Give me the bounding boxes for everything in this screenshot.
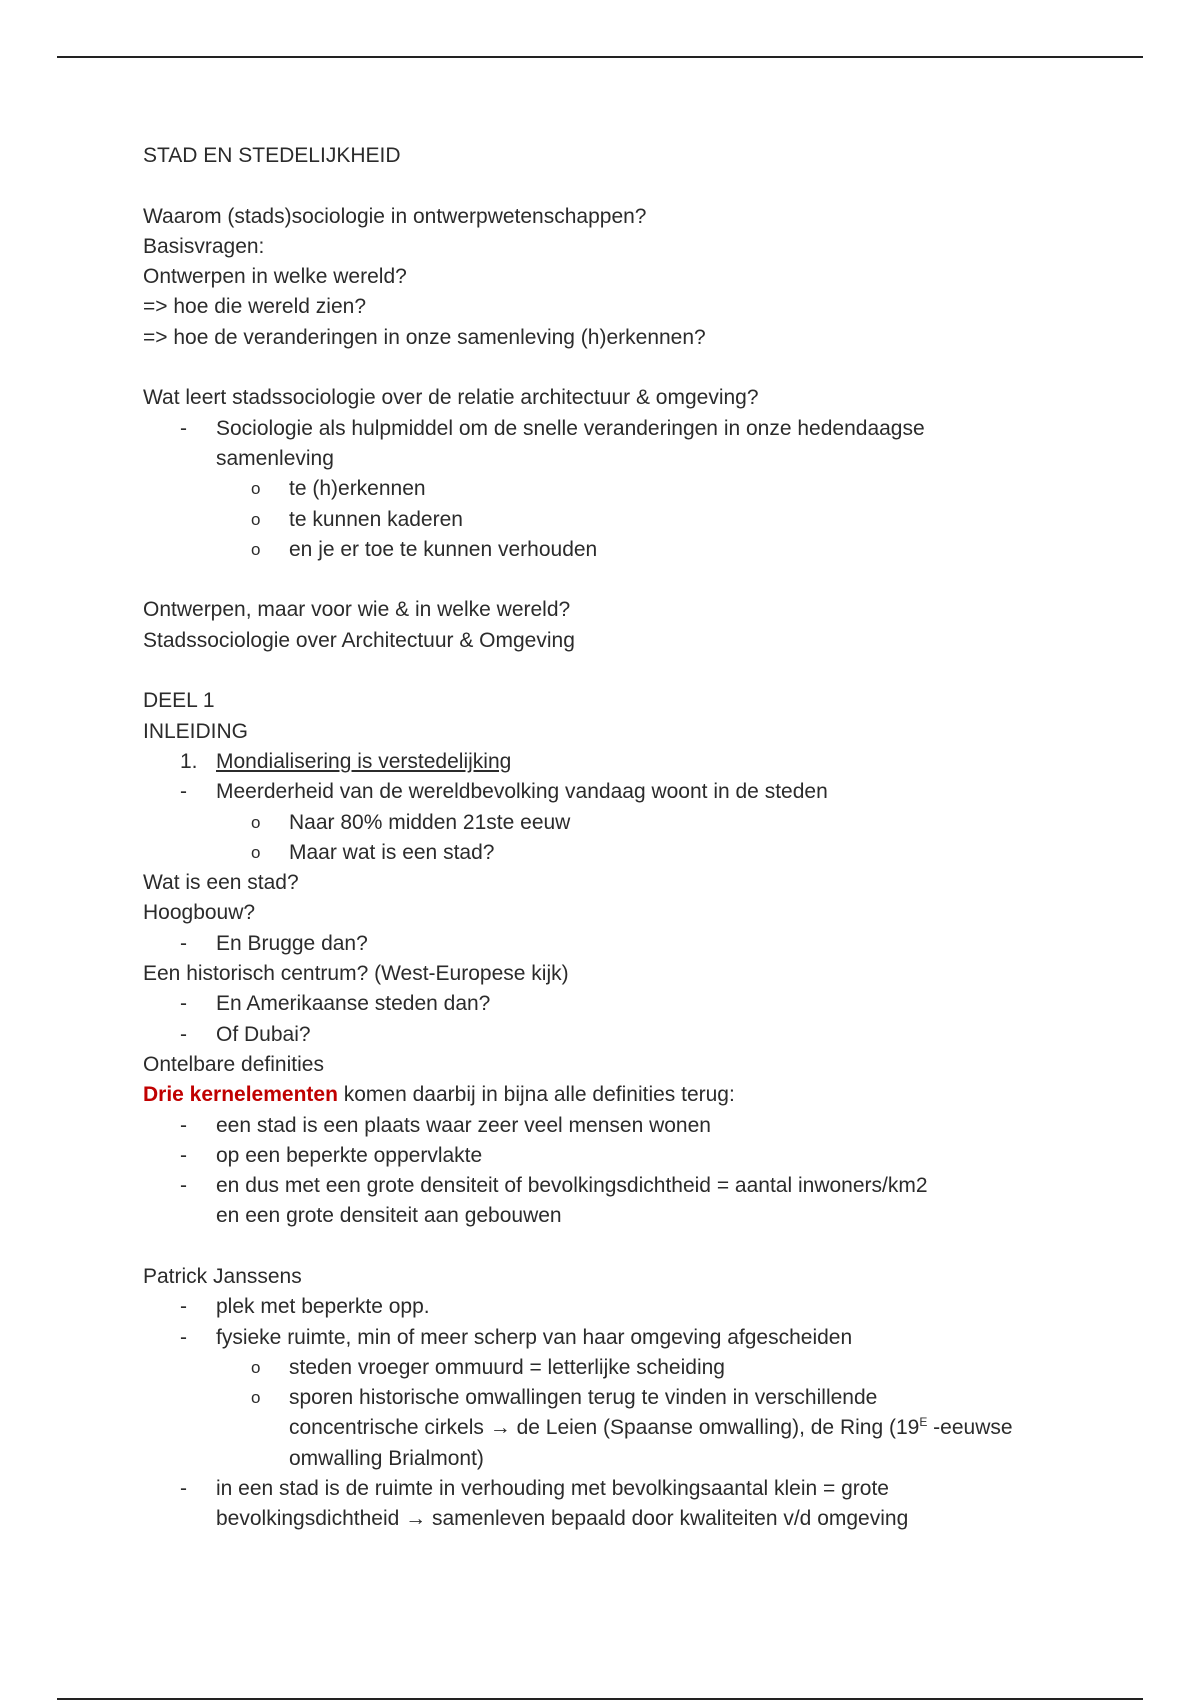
- dash-marker: -: [180, 1022, 187, 1046]
- definities-line: Ontelbare definities: [143, 1052, 324, 1076]
- dash-marker: -: [180, 1143, 187, 1167]
- list-item: - Of Dubai?: [143, 1020, 1103, 1050]
- intro-line: => hoe die wereld zien?: [143, 295, 366, 319]
- sub-list-item: o Maar wat is een stad?: [143, 838, 1103, 868]
- list-item: - op een beperkte oppervlakte: [143, 1141, 1103, 1171]
- list-item: - een stad is een plaats waar zeer veel mensen wonen: [143, 1111, 1103, 1141]
- page-title: STAD EN STEDELIJKHEID: [143, 144, 401, 167]
- numbered-heading: 1. Mondialisering is verstedelijking: [180, 749, 512, 773]
- author-name: Patrick Janssens: [143, 1264, 302, 1288]
- dash-marker: -: [180, 1113, 187, 1137]
- list-item: - En Brugge dan?: [143, 929, 1103, 959]
- list-item: - En Amerikaanse steden dan?: [143, 989, 1103, 1019]
- dash-marker: -: [180, 1295, 187, 1319]
- stad-question: Wat is een stad?: [143, 871, 299, 895]
- deel-label: DEEL 1: [143, 689, 215, 713]
- list-item: - plek met beperkte opp.: [143, 1292, 1103, 1322]
- header-rule: [57, 56, 1143, 58]
- list-item: - in een stad is de ruimte in verhouding met bevolkingsaantal klein = grote: [143, 1474, 1103, 1504]
- sub-list-item: o sporen historische omwallingen terug te vinden in verschillende: [143, 1383, 1103, 1413]
- circle-marker: o: [251, 1357, 261, 1377]
- highlight-red: Drie kernelementen: [143, 1083, 338, 1107]
- circle-marker: o: [251, 539, 261, 559]
- list-item-continuation: en een grote densiteit aan gebouwen: [216, 1204, 562, 1228]
- list-item-continuation: bevolkingsdichtheid → samenleven bepaald door kwaliteiten v/d omgeving: [216, 1507, 909, 1531]
- intro-label: Basisvragen:: [143, 234, 265, 258]
- circle-marker: o: [251, 479, 261, 499]
- intro-line: Ontwerpen in welke wereld?: [143, 265, 407, 289]
- list-item: - fysieke ruimte, min of meer scherp van haar omgeving afgescheiden: [143, 1323, 1103, 1353]
- sub-list-item: o te kunnen kaderen: [143, 505, 1103, 535]
- circle-marker: o: [251, 509, 261, 529]
- dash-marker: -: [180, 780, 187, 804]
- sub-list-item-continuation: omwalling Brialmont): [289, 1446, 484, 1470]
- dash-marker: -: [180, 1174, 187, 1198]
- dash-marker: -: [180, 992, 187, 1016]
- ontwerpen-line: Stadssociologie over Architectuur & Omgeving: [143, 628, 575, 652]
- underlined-heading: Mondialisering is verstedelijking: [216, 749, 512, 773]
- dash-marker: -: [180, 931, 187, 955]
- sub-list-item: o te (h)erkennen: [143, 474, 1103, 504]
- sub-list-item: o Naar 80% midden 21ste eeuw: [143, 808, 1103, 838]
- ontwerpen-line: Ontwerpen, maar voor wie & in welke wereld?: [143, 598, 571, 622]
- intro-line: => hoe de veranderingen in onze samenleving (h)erkennen?: [143, 325, 706, 349]
- circle-marker: o: [251, 1388, 261, 1408]
- intro-question: Waarom (stads)sociologie in ontwerpwetenschappen?: [143, 204, 647, 228]
- list-item: - Sociologie als hulpmiddel om de snelle veranderingen in onze hedendaagse: [143, 414, 1103, 444]
- dash-marker: -: [180, 1325, 187, 1349]
- kernelementen-line: Drie kernelementen komen daarbij in bijna alle definities terug:: [143, 1083, 735, 1107]
- relatie-question: Wat leert stadssociologie over de relatie architectuur & omgeving?: [143, 386, 759, 410]
- sub-list-item-continuation: concentrische cirkels → de Leien (Spaanse omwalling), de Ring ($19^E$ -eeuwse: [289, 1415, 1013, 1440]
- circle-marker: o: [251, 842, 261, 862]
- list-item: - Meerderheid van de wereldbevolking vandaag woont in de steden: [143, 777, 1103, 807]
- stad-question: Hoogbouw?: [143, 901, 256, 925]
- stad-question: Een historisch centrum? (West-Europese kijk): [143, 962, 569, 986]
- sub-list-item: o en je er toe te kunnen verhouden: [143, 535, 1103, 565]
- list-item: - en dus met een grote densiteit of bevolkingsdichtheid = aantal inwoners/km2: [143, 1171, 1103, 1201]
- circle-marker: o: [251, 812, 261, 832]
- section-heading: INLEIDING: [143, 719, 249, 743]
- sub-list-item: o steden vroeger ommuurd = letterlijke scheiding: [143, 1353, 1103, 1383]
- dash-marker: -: [180, 1477, 187, 1501]
- document-body: [143, 141, 1103, 1535]
- list-item-continuation: samenleving: [216, 446, 334, 470]
- dash-marker: -: [180, 416, 187, 440]
